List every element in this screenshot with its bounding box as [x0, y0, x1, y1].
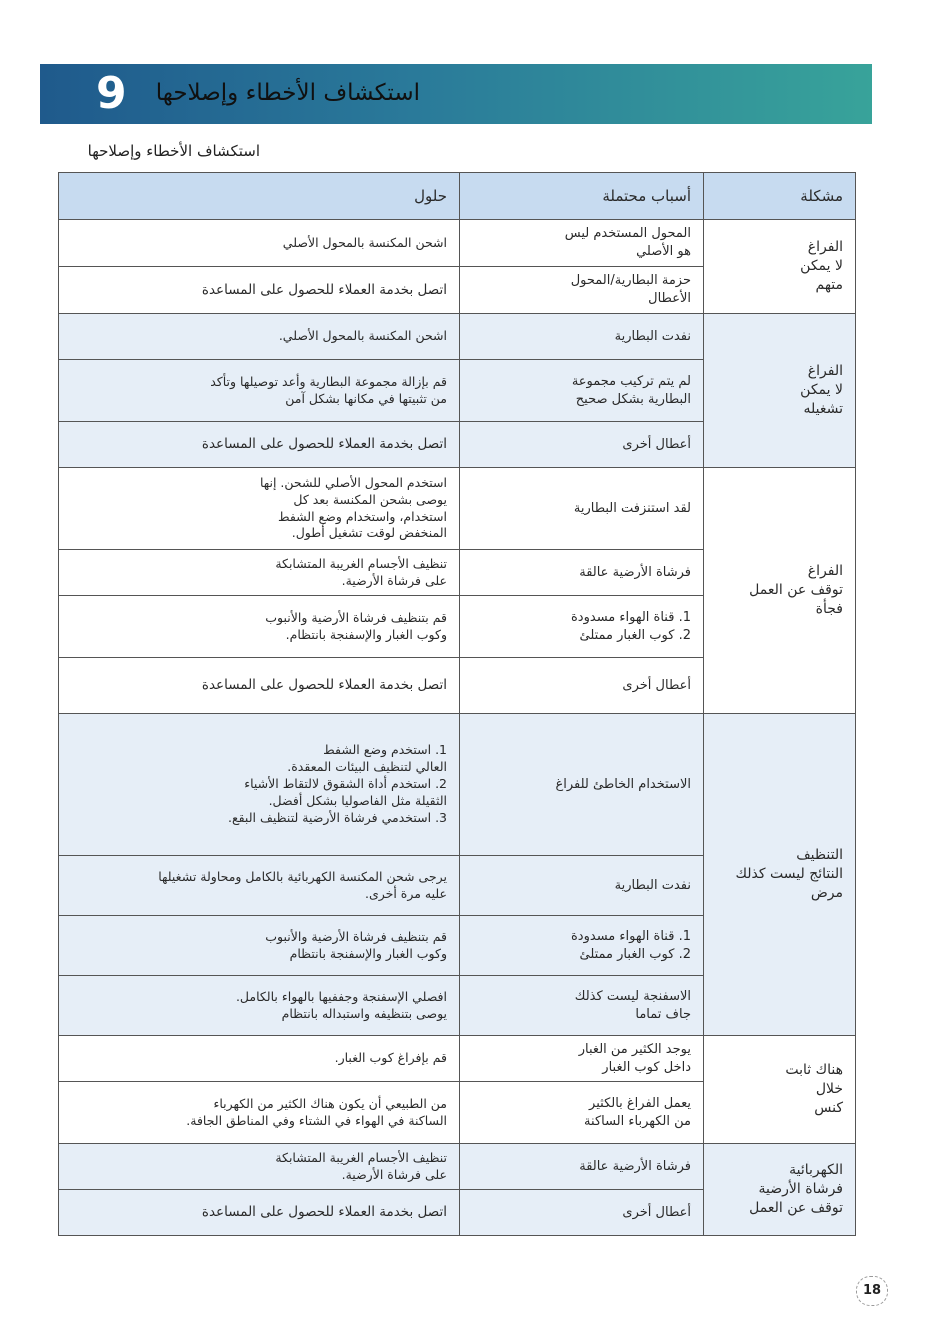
solution-cell	[59, 360, 460, 422]
text-line: فجأة	[815, 600, 843, 617]
text-line: على فرشاة الأرضية.	[341, 572, 447, 588]
solution-cell	[59, 314, 460, 360]
text-line: جاف تماما	[635, 1006, 691, 1022]
solution-cell	[59, 220, 460, 267]
text-line: الفراغ	[807, 239, 843, 256]
text-line: على فرشاة الأرضية.	[341, 1166, 447, 1182]
text-line: وكوب الغبار والإسفنجة بانتظام	[289, 945, 447, 961]
header-problem: مشكلة	[704, 173, 856, 220]
text-line: يوجد الكثير من الغبار	[578, 1041, 691, 1057]
text-line: استخدام، واستخدام وضع الشفط	[277, 508, 447, 524]
text-line: 1. قناة الهواء مسدودة	[571, 609, 691, 625]
cause-cell	[460, 658, 704, 714]
text-line: لقد استنزفت البطارية	[573, 500, 691, 516]
solution-cell	[59, 916, 460, 976]
solution-cell	[59, 1082, 460, 1144]
page-number: 18	[856, 1276, 888, 1306]
text-line: قم بتنظيف فرشاة الأرضية والأنبوب	[265, 928, 447, 944]
text-line: 2. كوب الغبار ممتلئ	[579, 627, 691, 643]
text-line: توقف عن العمل	[749, 582, 843, 599]
text-line: وكوب الغبار والإسفنجة بانتظام.	[285, 626, 447, 642]
table-row	[59, 314, 856, 360]
text-line: حزمة البطارية/المحول	[570, 273, 691, 289]
text-line: النتائج ليست كذلك	[735, 866, 843, 883]
text-line: 1. قناة الهواء مسدودة	[571, 928, 691, 944]
cause-cell	[460, 1082, 704, 1144]
solution-cell	[59, 550, 460, 596]
text-line: نفدت البطارية	[614, 328, 691, 344]
solution-cell	[59, 976, 460, 1036]
text-line: فرشاة الأرضية عالقة	[579, 564, 691, 580]
text-line: تنظيف الأجسام الغريبة المتشابكة	[275, 1149, 447, 1165]
text-line: الفراغ	[807, 563, 843, 580]
text-line: أعطال أخرى	[622, 436, 691, 452]
text-line: توقف عن العمل	[749, 1199, 843, 1216]
text-line: يوصى بتنظيفه واستبداله بانتظام	[281, 1005, 447, 1021]
cause-cell	[460, 976, 704, 1036]
text-line: لا يمكن	[800, 258, 843, 275]
problem-cell	[704, 1036, 856, 1144]
solution-cell	[59, 1144, 460, 1190]
text-line: 3. استخدمي فرشاة الأرضية لتنظيف البقع.	[227, 809, 447, 825]
cause-cell	[460, 550, 704, 596]
problem-cell	[704, 314, 856, 468]
text-line: العالي لتنظيف البيئات المعقدة.	[287, 759, 447, 775]
troubleshooting-table	[58, 172, 856, 1236]
text-line: الأعطال	[648, 291, 691, 306]
text-line: الساكنة في الهواء في الشتاء وفي المناطق الجافة.	[186, 1112, 447, 1128]
header-causes: أسباب محتملة	[460, 173, 704, 220]
cause-cell	[460, 267, 704, 314]
table-row	[59, 714, 856, 856]
text-line: هو الأصلي	[636, 244, 691, 259]
text-line: لم يتم تركيب مجموعة	[571, 373, 691, 389]
table-caption: استكشاف الأخطاء وإصلاحها	[87, 142, 260, 160]
text-line: اشحن المكنسة بالمحول الأصلي.	[278, 328, 447, 344]
text-line: الاستخدام الخاطئ للفراغ	[555, 776, 691, 792]
text-line: استخدم المحول الأصلي للشحن. إنها	[259, 474, 447, 490]
text-line: يوصى بشحن المكنسة بعد كل	[293, 491, 447, 507]
table-header-row	[59, 173, 856, 220]
text-line: اشحن المكنسة بالمحول الأصلي	[282, 234, 447, 250]
text-line: 2. كوب الغبار ممتلئ	[579, 946, 691, 962]
text-line: الثقيلة مثل الفاصوليا بشكل أفضل.	[268, 792, 447, 808]
text-line: داخل كوب الغبار	[602, 1059, 691, 1075]
text-line: من تثبيتها في مكانها بشكل آمن	[285, 390, 447, 406]
table-row	[59, 468, 856, 550]
text-line: الاسفنجة ليست كذلك	[574, 988, 691, 1004]
problem-cell	[704, 1144, 856, 1236]
solution-cell	[59, 714, 460, 856]
text-line: الفراغ	[807, 363, 843, 380]
section-title: استكشاف الأخطاء وإصلاحها	[155, 80, 420, 106]
text-line: فرشاة الأرضية عالقة	[579, 1158, 691, 1174]
text-line: اتصل بخدمة العملاء للحصول على المساعدة	[201, 677, 447, 694]
section-number: 9	[96, 68, 127, 119]
solution-cell	[59, 468, 460, 550]
text-line: البطارية بشكل صحيح	[575, 391, 691, 407]
cause-cell	[460, 596, 704, 658]
solution-cell	[59, 596, 460, 658]
text-line: 2. استخدم أداة الشقوق لالتقاط الأشياء	[244, 776, 447, 792]
text-line: من الطبيعي أن يكون هناك الكثير من الكهرباء	[213, 1095, 447, 1111]
text-line: المحول المستخدم ليس	[564, 226, 691, 242]
cause-cell	[460, 468, 704, 550]
cause-cell	[460, 714, 704, 856]
text-line: كنس	[814, 1099, 843, 1116]
cause-cell	[460, 916, 704, 976]
solution-cell	[59, 856, 460, 916]
cause-cell	[460, 1036, 704, 1082]
cause-cell	[460, 1144, 704, 1190]
problem-cell	[704, 468, 856, 714]
text-line: 1. استخدم وضع الشفط	[323, 742, 447, 758]
text-line: مرض	[810, 884, 843, 901]
cause-cell	[460, 360, 704, 422]
text-line: قم بإزالة مجموعة البطارية وأعد توصيلها وتأكد	[210, 373, 447, 389]
header-solutions: حلول	[59, 173, 460, 220]
cause-cell	[460, 314, 704, 360]
solution-cell	[59, 422, 460, 468]
text-line: يرجى شحن المكنسة الكهربائية بالكامل ومحاولة تشغيلها	[158, 868, 447, 884]
text-line: أعطال أخرى	[622, 677, 691, 693]
troubleshooting-table-body	[59, 173, 856, 1236]
text-line: اتصل بخدمة العملاء للحصول على المساعدة	[201, 281, 447, 298]
text-line: عليه مرة أخرى.	[364, 885, 447, 901]
problem-cell	[704, 714, 856, 1036]
text-line: من الكهرباء الساكنة	[584, 1113, 691, 1129]
cause-cell	[460, 422, 704, 468]
text-line: خلال	[815, 1081, 843, 1098]
text-line: تشغيله	[803, 400, 843, 417]
text-line: المنخفض لوقت تشغيل أطول.	[291, 525, 447, 541]
text-line: لا يمكن	[800, 382, 843, 399]
text-line: هناك ثابت	[785, 1062, 843, 1079]
text-line: اتصل بخدمة العملاء للحصول على المساعدة	[201, 1204, 447, 1221]
solution-cell	[59, 267, 460, 314]
text-line: اتصل بخدمة العملاء للحصول على المساعدة	[201, 436, 447, 453]
text-line: يعمل الفراغ بالكثير	[589, 1095, 691, 1111]
text-line: فرشاة الأرضية	[758, 1181, 843, 1198]
cause-cell	[460, 220, 704, 267]
text-line: تنظيف الأجسام الغريبة المتشابكة	[275, 555, 447, 571]
solution-cell	[59, 1036, 460, 1082]
text-line: أعطال أخرى	[622, 1204, 691, 1220]
solution-cell	[59, 658, 460, 714]
text-line: قم بتنظيف فرشاة الأرضية والأنبوب	[265, 609, 447, 625]
table-row	[59, 1144, 856, 1190]
cause-cell	[460, 1190, 704, 1236]
section-header-banner	[40, 64, 872, 124]
text-line: نفدت البطارية	[614, 877, 691, 893]
table-row	[59, 1036, 856, 1082]
problem-cell	[704, 220, 856, 314]
text-line: قم بإفراغ كوب الغبار.	[334, 1050, 447, 1066]
text-line: متهم	[815, 276, 843, 293]
text-line: الكهربائية	[789, 1162, 843, 1179]
text-line: التنظيف	[796, 847, 843, 864]
solution-cell	[59, 1190, 460, 1236]
text-line: افصلي الإسفنجة وجففيها بالهواء بالكامل.	[235, 988, 447, 1004]
cause-cell	[460, 856, 704, 916]
table-row	[59, 220, 856, 267]
